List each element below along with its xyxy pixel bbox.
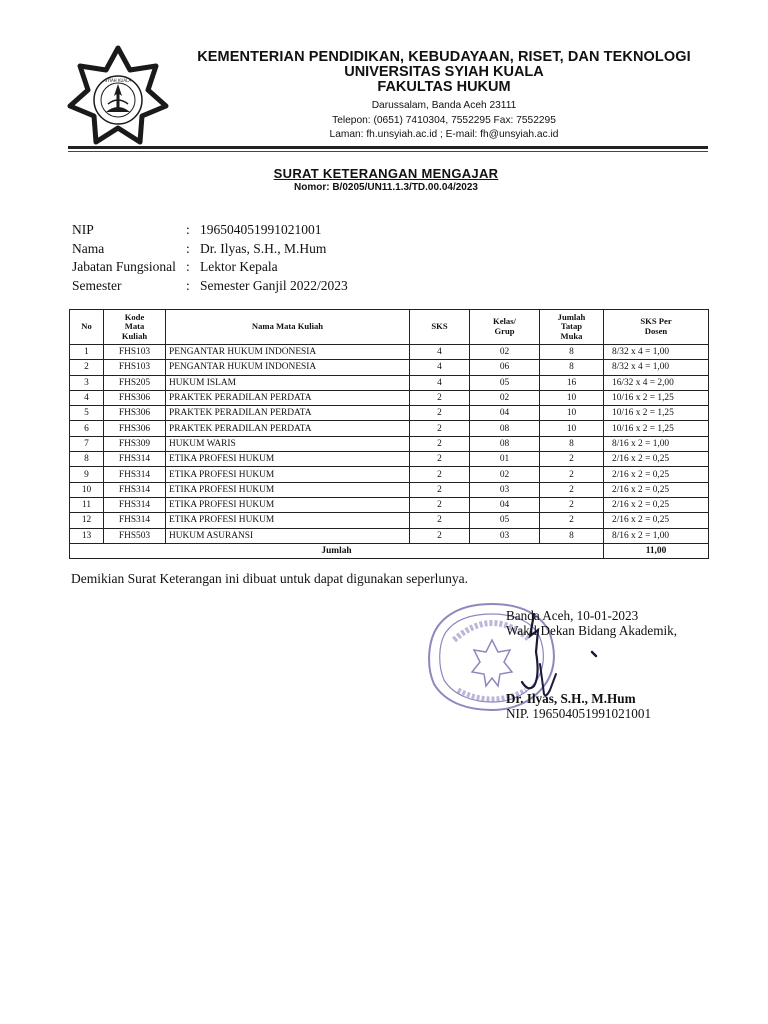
table-row [70,482,709,497]
info-label: Nama [72,240,105,256]
cell-kode: FHS103 [104,360,166,375]
letterhead-rule-thick [68,146,708,149]
info-colon: : [186,240,190,256]
cell-kode: FHS309 [104,436,166,451]
cell-nama: PENGANTAR HUKUM INDONESIA [166,360,410,375]
table-row [70,452,709,467]
info-value: Semester Ganjil 2022/2023 [200,277,348,293]
university-logo-icon [66,44,170,148]
cell-kelas: 04 [470,497,540,512]
cell-no: 1 [70,345,104,360]
info-colon: : [186,222,190,237]
cell-sks-dosen: 10/16 x 2 = 1,25 [604,390,709,405]
university-name: UNIVERSITAS SYIAH KUALA [344,64,544,80]
cell-sks-dosen: 10/16 x 2 = 1,25 [604,406,709,421]
cell-tatap: 2 [540,497,604,512]
cell-nama: PRAKTEK PERADILAN PERDATA [166,421,410,436]
cell-kelas: 04 [470,406,540,421]
cell-kelas: 05 [470,513,540,528]
letter-title-block [176,166,596,193]
cell-no: 9 [70,467,104,482]
cell-sks: 4 [410,345,470,360]
cell-sks-dosen: 2/16 x 2 = 0,25 [604,513,709,528]
signer-nip: NIP. 196504051991021001 [506,706,652,721]
cell-sks: 2 [410,482,470,497]
cell-sks-dosen: 10/16 x 2 = 1,25 [604,421,709,436]
lecturer-info [72,222,348,296]
cell-kelas: 02 [470,390,540,405]
cell-kode: FHS314 [104,513,166,528]
table-row [70,497,709,512]
info-row-semester [72,278,348,297]
cell-nama: ETIKA PROFESI HUKUM [166,482,410,497]
cell-sks: 2 [410,406,470,421]
cell-tatap: 8 [540,360,604,375]
signer-name: Dr. Ilyas, S.H., M.Hum [506,691,636,706]
cell-kode: FHS314 [104,497,166,512]
table-row [70,406,709,421]
cell-sks-dosen: 8/16 x 2 = 1,00 [604,528,709,543]
cell-nama: PENGANTAR HUKUM INDONESIA [166,345,410,360]
phone: Telepon: (0651) 7410304, 7552295 Fax: 7552295 [332,114,556,126]
cell-sks: 2 [410,436,470,451]
cell-sks-dosen: 2/16 x 2 = 0,25 [604,482,709,497]
web-email: Laman: fh.unsyiah.ac.id ; E-mail: fh@unsyiah.ac.id [329,129,559,140]
cell-tatap: 8 [540,436,604,451]
signer-position: Wakil Dekan Bidang Akademik, [506,623,678,638]
cell-nama: HUKUM ISLAM [166,375,410,390]
info-row-jabatan [72,259,348,278]
header-sks: SKS [410,310,470,345]
cell-sks-dosen: 16/32 x 4 = 2,00 [604,375,709,390]
total-value: 11,00 [604,543,709,558]
cell-kode: FHS306 [104,406,166,421]
total-label: Jumlah [70,543,604,558]
cell-no: 13 [70,528,104,543]
cell-kode: FHS306 [104,390,166,405]
cell-no: 8 [70,452,104,467]
cell-tatap: 2 [540,467,604,482]
cell-kode: FHS314 [104,467,166,482]
cell-sks-dosen: 2/16 x 2 = 0,25 [604,452,709,467]
cell-kelas: 03 [470,528,540,543]
cell-nama: ETIKA PROFESI HUKUM [166,452,410,467]
table-header-row [70,310,709,345]
cell-nama: ETIKA PROFESI HUKUM [166,497,410,512]
info-label: Jabatan Fungsional [72,259,176,274]
header-tatap: Jumlah Tatap Muka [540,310,604,345]
cell-no: 6 [70,421,104,436]
cell-sks: 4 [410,375,470,390]
table-row [70,421,709,436]
cell-sks: 2 [410,513,470,528]
info-value: Lektor Kepala [200,259,278,274]
cell-sks: 2 [410,452,470,467]
cell-sks: 2 [410,528,470,543]
cell-sks-dosen: 2/16 x 2 = 0,25 [604,497,709,512]
cell-tatap: 16 [540,375,604,390]
cell-tatap: 10 [540,390,604,405]
header-kelas: Kelas/ Grup [470,310,540,345]
info-colon: : [186,277,190,293]
cell-no: 10 [70,482,104,497]
cell-sks: 2 [410,421,470,436]
header-kode: Kode Mata Kuliah [104,310,166,345]
cell-kode: FHS205 [104,375,166,390]
cell-sks-dosen: 8/16 x 2 = 1,00 [604,436,709,451]
place-date: Banda Aceh, 10-01-2023 [506,608,639,623]
info-colon: : [186,259,190,274]
letter-number: Nomor: B/0205/UN11.1.3/TD.00.04/2023 [294,182,478,193]
cell-sks: 2 [410,467,470,482]
cell-kode: FHS314 [104,452,166,467]
cell-kelas: 01 [470,452,540,467]
table-row [70,528,709,543]
info-value: 196504051991021001 [200,222,322,237]
cell-no: 11 [70,497,104,512]
cell-kelas: 08 [470,436,540,451]
cell-kode: FHS103 [104,345,166,360]
table-row [70,436,709,451]
cell-sks-dosen: 8/32 x 4 = 1,00 [604,360,709,375]
cell-no: 3 [70,375,104,390]
cell-kelas: 03 [470,482,540,497]
cell-tatap: 10 [540,406,604,421]
closing-statement: Demikian Surat Keterangan ini dibuat untuk dapat digunakan seperlunya. [71,571,469,586]
info-value: Dr. Ilyas, S.H., M.Hum [200,240,327,256]
cell-tatap: 2 [540,482,604,497]
cell-kelas: 02 [470,345,540,360]
cell-kelas: 06 [470,360,540,375]
cell-tatap: 8 [540,528,604,543]
cell-sks: 2 [410,390,470,405]
header-no: No [70,310,104,345]
cell-nama: PRAKTEK PERADILAN PERDATA [166,390,410,405]
info-label: Semester [72,277,122,293]
cell-no: 5 [70,406,104,421]
cell-no: 7 [70,436,104,451]
cell-nama: PRAKTEK PERADILAN PERDATA [166,406,410,421]
cell-sks-dosen: 8/32 x 4 = 1,00 [604,345,709,360]
cell-sks: 2 [410,497,470,512]
cell-tatap: 2 [540,452,604,467]
table-row [70,513,709,528]
cell-kelas: 08 [470,421,540,436]
table-row [70,375,709,390]
cell-kelas: 02 [470,467,540,482]
header-sks-dosen: SKS Per Dosen [604,310,709,345]
cell-nama: HUKUM WARIS [166,436,410,451]
table-row [70,360,709,375]
cell-kode: FHS306 [104,421,166,436]
cell-nama: ETIKA PROFESI HUKUM [166,513,410,528]
table-row [70,467,709,482]
cell-no: 12 [70,513,104,528]
cell-kode: FHS314 [104,482,166,497]
table-row [70,390,709,405]
cell-tatap: 10 [540,421,604,436]
table-total-row [70,543,709,558]
cell-sks-dosen: 2/16 x 2 = 0,25 [604,467,709,482]
cell-kode: FHS503 [104,528,166,543]
info-label: NIP [72,222,94,237]
address: Darussalam, Banda Aceh 23111 [371,100,517,111]
cell-sks: 4 [410,360,470,375]
info-row-nip [72,222,348,241]
letterhead [176,50,712,143]
teaching-table [69,309,709,559]
letter-title: SURAT KETERANGAN MENGAJAR [273,166,499,181]
faculty-name: FAKULTAS HUKUM [377,79,511,95]
cell-no: 4 [70,390,104,405]
signature-block [506,608,677,721]
cell-no: 2 [70,360,104,375]
letterhead-rule-thin [68,151,708,152]
info-row-nama [72,241,348,260]
cell-tatap: 2 [540,513,604,528]
cell-nama: ETIKA PROFESI HUKUM [166,467,410,482]
table-row [70,345,709,360]
cell-kelas: 05 [470,375,540,390]
ministry-name: KEMENTERIAN PENDIDIKAN, KEBUDAYAAN, RISET, DAN TEKNOLOGI [197,49,691,65]
svg-text:SYIAH KUALA: SYIAH KUALA [104,78,132,83]
cell-tatap: 8 [540,345,604,360]
cell-nama: HUKUM ASURANSI [166,528,410,543]
header-nama: Nama Mata Kuliah [166,310,410,345]
